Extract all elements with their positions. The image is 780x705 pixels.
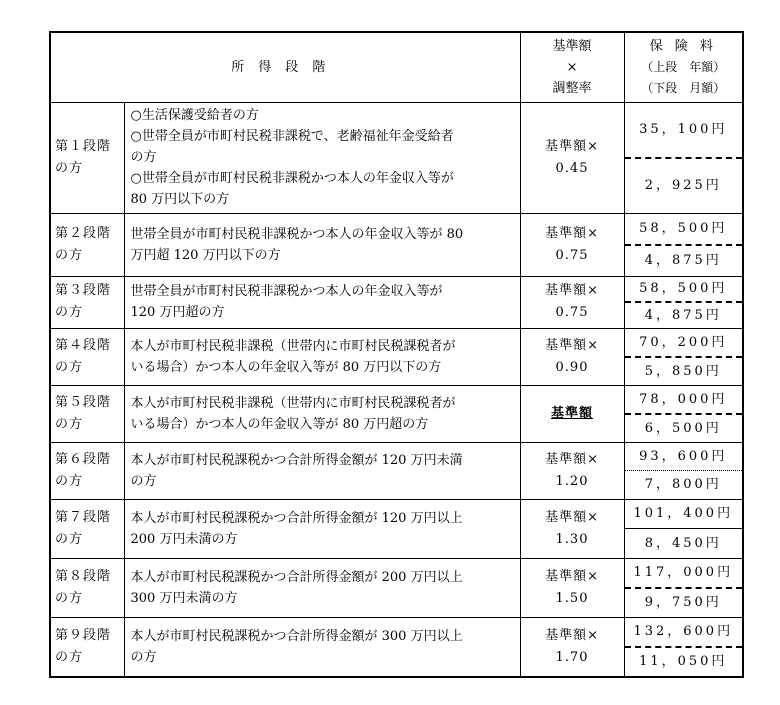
description-cell xyxy=(124,276,520,328)
rate-cell xyxy=(520,328,624,385)
stage-cell xyxy=(50,213,124,276)
premium-cell xyxy=(624,442,743,499)
monthly-premium: 8，450円 xyxy=(644,535,722,551)
rate-line: 基準額× xyxy=(545,627,599,643)
table-row xyxy=(50,499,743,558)
stage-label: の方 xyxy=(55,649,84,665)
monthly-premium: 4，875円 xyxy=(644,307,722,323)
monthly-premium: 2，925円 xyxy=(644,178,722,193)
stage-cell xyxy=(50,102,124,213)
rate-line: 基準額× xyxy=(545,138,599,154)
header-income-stage: 所得段階 xyxy=(50,32,520,102)
rate-cell xyxy=(520,276,624,328)
description-line: ○世帯全員が市町村民税非課税で、老齢福祉年金受給者 xyxy=(130,129,454,144)
stage-label: 第１段階 xyxy=(55,138,112,154)
rate-line: 0.45 xyxy=(555,160,589,176)
stage-cell xyxy=(50,442,124,499)
rate-cell xyxy=(520,385,624,442)
description-line: 本人が市町村民税非課税（世帯内に市町村民税課税者が xyxy=(130,338,456,354)
table-row xyxy=(50,213,743,276)
stage-label: の方 xyxy=(55,531,84,547)
premium-cell xyxy=(624,276,743,328)
stage-cell xyxy=(50,617,124,677)
rate-line: 基準額× xyxy=(545,337,599,353)
header-premium xyxy=(624,32,743,102)
premium-cell xyxy=(624,102,743,213)
monthly-premium: 6，500円 xyxy=(644,420,722,436)
premium-cell xyxy=(624,213,743,276)
stage-label: の方 xyxy=(55,160,84,176)
rate-cell xyxy=(520,213,624,276)
description-line: いる場合）かつ本人の年金収入等が 80 万円超の方 xyxy=(130,416,429,432)
monthly-premium: 7，800円 xyxy=(644,477,722,493)
stage-cell xyxy=(50,385,124,442)
rate-line: 0.75 xyxy=(555,247,589,263)
header-premium-line: 保 険 料 xyxy=(649,38,717,54)
monthly-premium: 9，750円 xyxy=(644,595,722,610)
header-premium-line: （上段 年額） xyxy=(641,59,726,74)
description-line: の方 xyxy=(130,473,157,489)
header-rate-line: × xyxy=(566,59,578,75)
annual-premium: 132，600円 xyxy=(625,618,743,648)
stage-label: の方 xyxy=(55,247,84,263)
stage-label: 第５段階 xyxy=(55,394,112,410)
premium-cell xyxy=(624,385,743,442)
annual-premium: 58，500円 xyxy=(625,214,743,246)
rate-line: 基準額× xyxy=(545,509,599,525)
annual-premium: 93，600円 xyxy=(625,443,743,472)
description-line: 本人が市町村民税非課税（世帯内に市町村民税課税者が xyxy=(130,395,456,411)
description-line: ○世帯全員が市町村民税非課税かつ本人の年金収入等が xyxy=(130,171,454,186)
rate-line: 0.75 xyxy=(555,305,589,320)
description-cell xyxy=(124,617,520,677)
premium-cell xyxy=(624,499,743,558)
table-row xyxy=(50,558,743,617)
stage-label: 第８段階 xyxy=(55,568,112,584)
rate-line: 基準額× xyxy=(545,568,599,584)
stage-label: の方 xyxy=(55,359,84,375)
premium-table xyxy=(49,31,744,678)
description-cell xyxy=(124,442,520,499)
annual-premium: 35，100円 xyxy=(625,103,743,159)
stage-label: の方 xyxy=(55,305,84,320)
rate-cell xyxy=(520,499,624,558)
header-premium-line: （下段 月額） xyxy=(641,80,726,95)
annual-premium: 70，200円 xyxy=(625,329,743,358)
description-line: 300 万円未満の方 xyxy=(130,590,238,606)
header-rate xyxy=(520,32,624,102)
rate-line: 1.50 xyxy=(555,590,589,606)
description-line: の方 xyxy=(130,649,157,665)
table-row xyxy=(50,617,743,677)
description-cell xyxy=(124,499,520,558)
stage-label: 第４段階 xyxy=(55,337,112,353)
rate-line: 1.70 xyxy=(555,649,589,665)
stage-cell xyxy=(50,276,124,328)
description-cell xyxy=(124,385,520,442)
annual-premium: 117，000円 xyxy=(625,559,743,589)
annual-premium: 58，500円 xyxy=(625,277,743,304)
description-line: 本人が市町村民税課税かつ合計所得金額が 200 万円以上 xyxy=(130,569,463,585)
premium-cell xyxy=(624,617,743,677)
stage-label: の方 xyxy=(55,473,84,489)
description-line: 世帯全員が市町村民税非課税かつ本人の年金収入等が 80 xyxy=(130,226,464,242)
rate-cell xyxy=(520,617,624,677)
annual-premium: 101，400円 xyxy=(625,500,743,530)
header-row xyxy=(50,32,743,102)
stage-cell xyxy=(50,499,124,558)
description-line: 本人が市町村民税課税かつ合計所得金額が 300 万円以上 xyxy=(130,628,463,644)
stage-label: の方 xyxy=(55,590,84,606)
stage-label: 第６段階 xyxy=(55,451,112,467)
rate-line: 0.90 xyxy=(555,359,589,375)
table-row xyxy=(50,276,743,328)
table-row xyxy=(50,328,743,385)
rate-line: 基準額× xyxy=(545,283,599,298)
premium-cell xyxy=(624,328,743,385)
stage-label: 第３段階 xyxy=(55,283,112,298)
rate-cell xyxy=(520,558,624,617)
stage-cell xyxy=(50,328,124,385)
description-line: いる場合）かつ本人の年金収入等が 80 万円以下の方 xyxy=(130,359,442,375)
table-row xyxy=(50,102,743,213)
header-rate-line: 基準額 xyxy=(552,38,592,54)
description-cell xyxy=(124,328,520,385)
description-line: 80 万円以下の方 xyxy=(130,192,230,207)
table-row xyxy=(50,442,743,499)
description-line: 120 万円超の方 xyxy=(130,305,225,320)
rate-line: 基準額× xyxy=(545,225,599,241)
monthly-premium: 4，875円 xyxy=(644,253,722,268)
description-line: 本人が市町村民税課税かつ合計所得金額が 120 万円未満 xyxy=(130,452,463,468)
rate-line: 1.30 xyxy=(555,531,589,547)
rate-line: 基準額× xyxy=(545,451,599,467)
description-line: 本人が市町村民税課税かつ合計所得金額が 120 万円以上 xyxy=(130,510,463,526)
standard-amount-label: 基準額 xyxy=(551,405,594,421)
description-line: 200 万円未満の方 xyxy=(130,531,238,547)
description-line: 万円超 120 万円以下の方 xyxy=(130,247,281,263)
premium-cell xyxy=(624,558,743,617)
rate-cell xyxy=(520,102,624,213)
rate-line: 1.20 xyxy=(555,473,589,489)
header-rate-line: 調整率 xyxy=(552,80,592,96)
stage-label: 第９段階 xyxy=(55,627,112,643)
description-line: の方 xyxy=(130,150,157,165)
monthly-premium: 5，850円 xyxy=(644,363,722,379)
description-line: ○生活保護受給者の方 xyxy=(130,108,259,123)
description-cell xyxy=(124,558,520,617)
stage-cell xyxy=(50,558,124,617)
stage-label: の方 xyxy=(55,416,84,432)
table-row xyxy=(50,385,743,442)
rate-cell xyxy=(520,442,624,499)
annual-premium: 78，000円 xyxy=(625,386,743,415)
monthly-premium: 11，050円 xyxy=(639,654,728,669)
stage-label: 第２段階 xyxy=(55,225,112,241)
description-cell xyxy=(124,213,520,276)
description-cell xyxy=(124,102,520,213)
description-line: 世帯全員が市町村民税非課税かつ本人の年金収入等が xyxy=(130,284,443,299)
stage-label: 第７段階 xyxy=(55,509,112,525)
